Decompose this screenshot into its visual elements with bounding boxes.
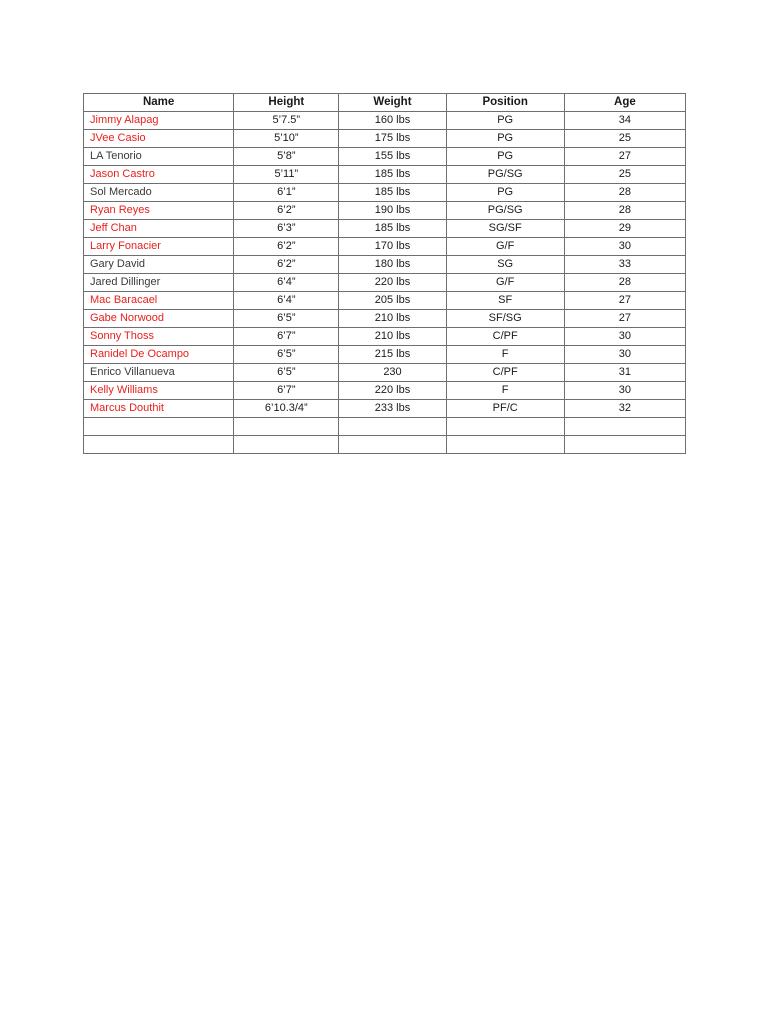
cell-age: 30 xyxy=(564,382,685,400)
cell-position: C/PF xyxy=(446,364,564,382)
cell-age: 29 xyxy=(564,220,685,238)
cell-weight: 185 lbs xyxy=(339,166,446,184)
cell-weight xyxy=(339,436,446,454)
table-row xyxy=(84,184,686,202)
cell-age: 34 xyxy=(564,112,685,130)
table-row xyxy=(84,256,686,274)
cell-age: 25 xyxy=(564,130,685,148)
cell-weight: 230 xyxy=(339,364,446,382)
cell-age: 27 xyxy=(564,310,685,328)
table-row xyxy=(84,436,686,454)
table-row xyxy=(84,238,686,256)
roster-table xyxy=(83,93,686,454)
cell-weight: 180 lbs xyxy=(339,256,446,274)
table-row xyxy=(84,130,686,148)
cell-name xyxy=(84,418,234,436)
cell-name: Sonny Thoss xyxy=(84,328,234,346)
cell-height: 5’11” xyxy=(234,166,339,184)
cell-height: 6’2” xyxy=(234,202,339,220)
cell-height: 6’2” xyxy=(234,256,339,274)
cell-weight: 185 lbs xyxy=(339,184,446,202)
cell-height xyxy=(234,418,339,436)
table-body xyxy=(84,112,686,454)
cell-age: 33 xyxy=(564,256,685,274)
column-header-position: Position xyxy=(446,94,564,112)
cell-height: 5’10” xyxy=(234,130,339,148)
cell-name: Jimmy Alapag xyxy=(84,112,234,130)
cell-name: Jason Castro xyxy=(84,166,234,184)
cell-position: F xyxy=(446,346,564,364)
table-row xyxy=(84,148,686,166)
cell-name: Gabe Norwood xyxy=(84,310,234,328)
cell-height: 6’5” xyxy=(234,310,339,328)
cell-weight: 190 lbs xyxy=(339,202,446,220)
column-header-height: Height xyxy=(234,94,339,112)
cell-weight: 210 lbs xyxy=(339,328,446,346)
table-row xyxy=(84,418,686,436)
cell-position: PG/SG xyxy=(446,202,564,220)
cell-position: PG xyxy=(446,184,564,202)
cell-height: 6’7” xyxy=(234,382,339,400)
cell-height: 6’4” xyxy=(234,292,339,310)
cell-weight: 233 lbs xyxy=(339,400,446,418)
table-row xyxy=(84,112,686,130)
cell-name: Jeff Chan xyxy=(84,220,234,238)
cell-age: 32 xyxy=(564,400,685,418)
cell-weight: 175 lbs xyxy=(339,130,446,148)
cell-name: Jared Dillinger xyxy=(84,274,234,292)
cell-name: Kelly Williams xyxy=(84,382,234,400)
cell-position: G/F xyxy=(446,274,564,292)
cell-name: JVee Casio xyxy=(84,130,234,148)
cell-height: 6’4” xyxy=(234,274,339,292)
cell-weight: 220 lbs xyxy=(339,274,446,292)
cell-age: 31 xyxy=(564,364,685,382)
cell-name: Enrico Villanueva xyxy=(84,364,234,382)
cell-height: 6’1” xyxy=(234,184,339,202)
cell-age: 27 xyxy=(564,148,685,166)
cell-age: 28 xyxy=(564,184,685,202)
cell-position: G/F xyxy=(446,238,564,256)
cell-age: 30 xyxy=(564,238,685,256)
cell-position xyxy=(446,418,564,436)
table-row xyxy=(84,220,686,238)
cell-position: PG xyxy=(446,148,564,166)
cell-age: 25 xyxy=(564,166,685,184)
cell-name: Marcus Douthit xyxy=(84,400,234,418)
cell-age xyxy=(564,418,685,436)
cell-name: LA Tenorio xyxy=(84,148,234,166)
cell-weight: 210 lbs xyxy=(339,310,446,328)
cell-height: 6’5” xyxy=(234,364,339,382)
cell-weight xyxy=(339,418,446,436)
table-row xyxy=(84,292,686,310)
cell-weight: 160 lbs xyxy=(339,112,446,130)
cell-height: 6’3” xyxy=(234,220,339,238)
cell-position: F xyxy=(446,382,564,400)
table-row xyxy=(84,346,686,364)
table-row xyxy=(84,328,686,346)
cell-position: PF/C xyxy=(446,400,564,418)
cell-position xyxy=(446,436,564,454)
cell-position: SF xyxy=(446,292,564,310)
cell-weight: 155 lbs xyxy=(339,148,446,166)
table-row xyxy=(84,274,686,292)
cell-weight: 215 lbs xyxy=(339,346,446,364)
cell-name: Ryan Reyes xyxy=(84,202,234,220)
cell-name xyxy=(84,436,234,454)
cell-position: SF/SG xyxy=(446,310,564,328)
cell-age: 30 xyxy=(564,346,685,364)
cell-weight: 185 lbs xyxy=(339,220,446,238)
cell-position: PG xyxy=(446,130,564,148)
table-header xyxy=(84,94,686,112)
cell-weight: 170 lbs xyxy=(339,238,446,256)
cell-weight: 205 lbs xyxy=(339,292,446,310)
cell-position: SG/SF xyxy=(446,220,564,238)
cell-position: PG/SG xyxy=(446,166,564,184)
cell-age xyxy=(564,436,685,454)
cell-name: Larry Fonacier xyxy=(84,238,234,256)
column-header-weight: Weight xyxy=(339,94,446,112)
column-header-age: Age xyxy=(564,94,685,112)
cell-name: Mac Baracael xyxy=(84,292,234,310)
table-row xyxy=(84,400,686,418)
cell-height: 5’7.5” xyxy=(234,112,339,130)
cell-name: Gary David xyxy=(84,256,234,274)
cell-age: 28 xyxy=(564,274,685,292)
table-row xyxy=(84,364,686,382)
cell-height: 6’2” xyxy=(234,238,339,256)
cell-position: PG xyxy=(446,112,564,130)
header-row xyxy=(84,94,686,112)
cell-height xyxy=(234,436,339,454)
cell-age: 27 xyxy=(564,292,685,310)
cell-position: SG xyxy=(446,256,564,274)
column-header-name: Name xyxy=(84,94,234,112)
cell-height: 6’7” xyxy=(234,328,339,346)
table-row xyxy=(84,310,686,328)
cell-age: 28 xyxy=(564,202,685,220)
table-row xyxy=(84,166,686,184)
cell-position: C/PF xyxy=(446,328,564,346)
cell-name: Ranidel De Ocampo xyxy=(84,346,234,364)
cell-height: 6’10.3/4” xyxy=(234,400,339,418)
cell-height: 6’5” xyxy=(234,346,339,364)
table-row xyxy=(84,202,686,220)
cell-height: 5’8” xyxy=(234,148,339,166)
cell-name: Sol Mercado xyxy=(84,184,234,202)
cell-weight: 220 lbs xyxy=(339,382,446,400)
cell-age: 30 xyxy=(564,328,685,346)
table-row xyxy=(84,382,686,400)
